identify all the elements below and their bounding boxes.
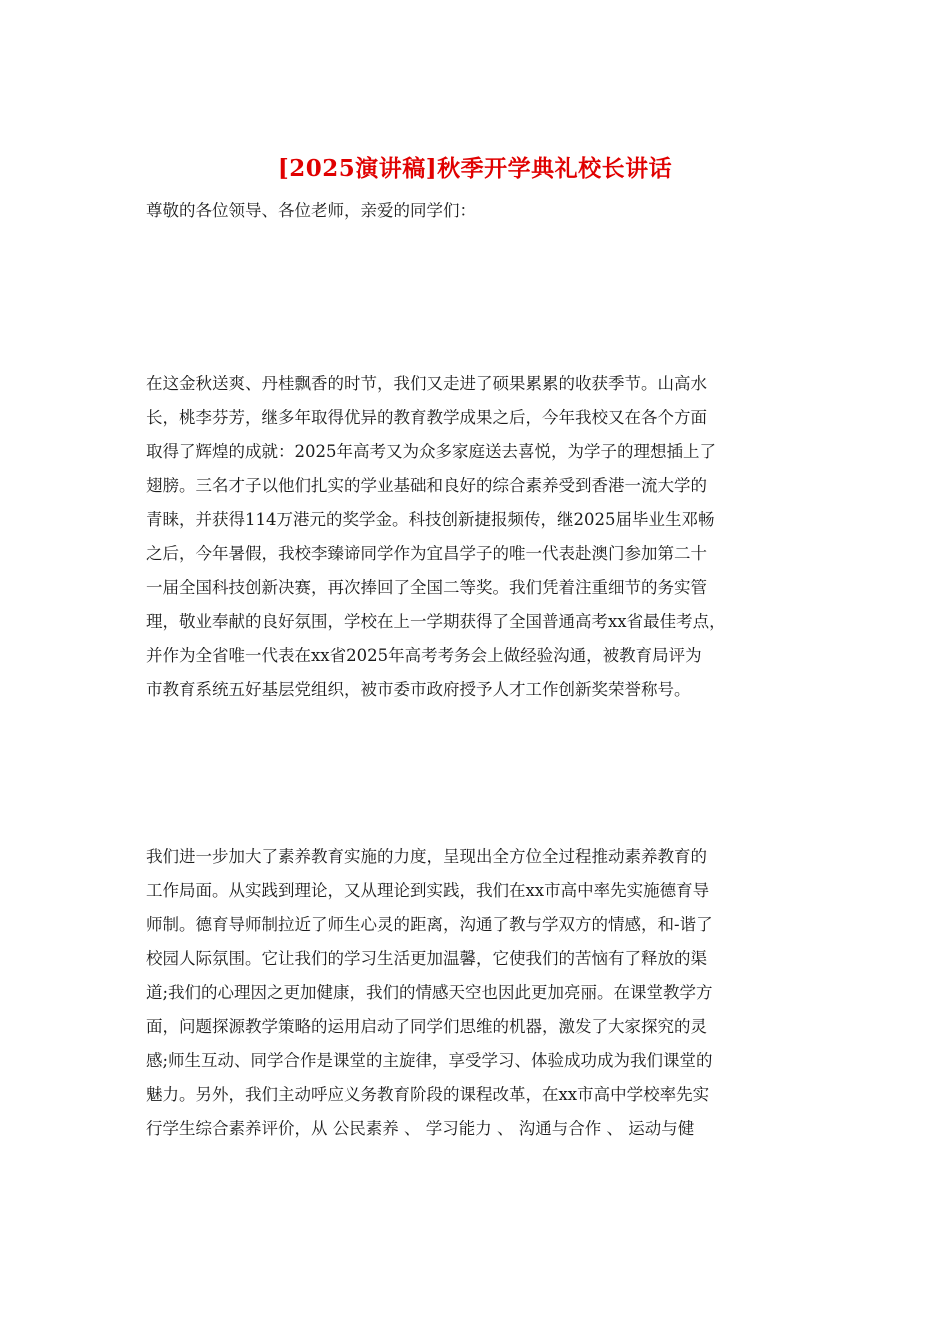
- paragraph-line: 之后，今年暑假，我校李臻谛同学作为宜昌学子的唯一代表赴澳门参加第二十: [146, 544, 707, 563]
- salutation: 尊敬的各位领导、各位老师，亲爱的同学们：: [146, 201, 476, 220]
- paragraph-line: 理，敬业奉献的良好氛围，学校在上一学期获得了全国普通高考xx省最佳考点，: [146, 612, 726, 631]
- paragraph-line: 长，桃李芬芳，继多年取得优异的教育教学成果之后，今年我校又在各个方面: [146, 408, 707, 427]
- paragraph-line: 市教育系统五好基层党组织，被市委市政府授予人才工作创新奖荣誉称号。: [146, 680, 691, 699]
- paragraph-line: 道;我们的心理因之更加健康，我们的情感天空也因此更加亮丽。在课堂教学方: [146, 983, 713, 1002]
- paragraph-line: 感;师生互动、同学合作是课堂的主旋律，享受学习、体验成功成为我们课堂的: [146, 1051, 713, 1070]
- paragraph-line: 面，问题探源教学策略的运用启动了同学们思维的机器，激发了大家探究的灵: [146, 1017, 707, 1036]
- paragraph: [146, 840, 826, 1146]
- paragraph-line: 在这金秋送爽、丹桂飘香的时节，我们又走进了硕果累累的收获季节。山高水: [146, 374, 707, 393]
- paragraph-line: 一届全国科技创新决赛，再次捧回了全国二等奖。我们凭着注重细节的务实管: [146, 578, 707, 597]
- document-title: [2025演讲稿]秋季开学典礼校长讲话: [277, 155, 673, 182]
- paragraph-line: 并作为全省唯一代表在xx省2025年高考考务会上做经验沟通，被教育局评为: [146, 646, 702, 665]
- paragraph-line: 师制。德育导师制拉近了师生心灵的距离，沟通了教与学双方的情感，和-谐了: [146, 915, 713, 934]
- paragraph-line: 校园人际氛围。它让我们的学习生活更加温馨，它使我们的苦恼有了释放的渠: [146, 949, 707, 968]
- paragraph-line: 工作局面。从实践到理论，又从理论到实践，我们在xx市高中率先实施德育导: [146, 881, 710, 900]
- paragraph-line: 我们进一步加大了素养教育实施的力度，呈现出全方位全过程推动素养教育的: [146, 847, 707, 866]
- paragraph-line: 魅力。另外，我们主动呼应义务教育阶段的课程改革，在xx市高中学校率先实: [146, 1085, 710, 1104]
- paragraph: [146, 367, 826, 707]
- paragraph-line: 行学生综合素养评价，从 公民素养 、 学习能力 、 沟通与合作 、 运动与健: [146, 1119, 695, 1138]
- paragraph-line: 青睐，并获得114万港元的奖学金。科技创新捷报频传，继2025届毕业生邓畅: [146, 510, 715, 529]
- paragraph-line: 翅膀。三名才子以他们扎实的学业基础和良好的综合素养受到香港一流大学的: [146, 476, 707, 495]
- paragraph-line: 取得了辉煌的成就：2025年高考又为众多家庭送去喜悦，为学子的理想插上了: [146, 442, 716, 461]
